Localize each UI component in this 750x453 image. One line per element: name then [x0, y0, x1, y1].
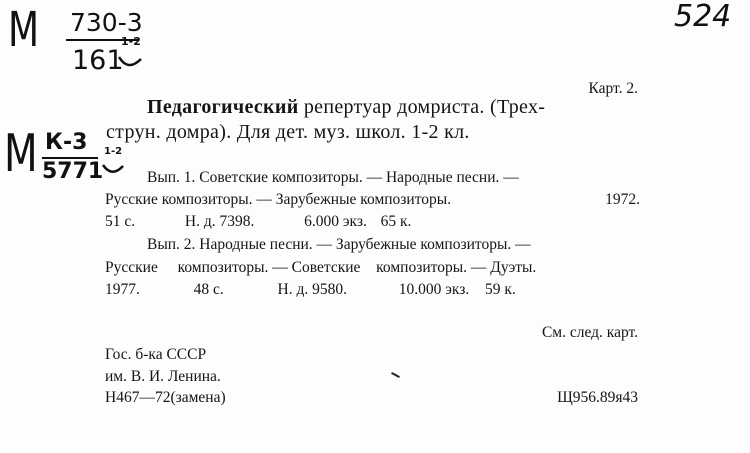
handwritten-letter-mid: М: [4, 124, 38, 184]
vol2-line-2: [105, 259, 536, 277]
see-next-card: См. след. карт.: [541, 324, 638, 341]
handwritten-hook-mid: [100, 162, 126, 178]
card-label: Карт. 2.: [588, 80, 638, 97]
vol2-duets: композиторы. — Дуэты.: [376, 259, 537, 276]
vol1-composers: Русские композиторы. — Зарубежные композиторы.: [105, 191, 452, 208]
handwritten-card-number: 524: [674, 0, 732, 34]
handwritten-numerator-top: 730-3: [70, 8, 143, 37]
handwritten-hook-top: [116, 54, 144, 72]
title-line-2: струн. домра). Для дет. муз. школ. 1-2 кл.: [106, 121, 470, 143]
vol1-line-3: [105, 213, 411, 231]
vol2-line-1: Вып. 2. Народные песни. — Зарубежные композиторы. —: [147, 236, 531, 253]
vol1-price: 65 к.: [380, 213, 412, 230]
handwritten-superscript-top: 1-2: [121, 35, 141, 48]
ink-speck: [391, 372, 400, 378]
vol1-nd: Н. д. 7398.: [184, 213, 255, 230]
vol2-year: 1977.: [105, 281, 140, 298]
vol1-line-2: [105, 191, 640, 209]
title-line-1: [147, 96, 545, 119]
vol2-pages: 48 с.: [193, 281, 224, 298]
title-rest: репертуар домриста. (Трех-: [303, 96, 546, 118]
handwritten-numerator-mid: К-3: [45, 130, 88, 155]
vol1-pages: 51 с.: [105, 213, 136, 230]
vol1-line-1: Вып. 1. Советские композиторы. — Народные песни. —: [147, 169, 519, 186]
library-line-2: им. В. И. Ленина.: [105, 368, 221, 385]
handwritten-superscript-mid: 1-2: [104, 146, 123, 157]
vol1-copies: 6.000 экз.: [304, 213, 367, 230]
vol1-year: 1972.: [605, 191, 640, 208]
library-line-1: Гос. б-ка СССР: [105, 346, 207, 363]
catalog-code: Щ956.89я43: [557, 389, 638, 406]
vol2-line-3: [105, 281, 516, 299]
handwritten-denominator-mid: 5771: [42, 159, 104, 184]
handwritten-denominator-top: 161: [72, 45, 124, 76]
vol2-copies: 10.000 экз.: [398, 281, 470, 298]
vol2-soviet: композиторы. — Советские: [177, 259, 361, 276]
vol2-russian: Русские: [105, 259, 158, 276]
library-line-3: Н467—72(замена): [105, 389, 226, 406]
vol2-nd: Н. д. 9580.: [277, 281, 347, 298]
handwritten-letter-top: М: [8, 2, 40, 58]
title-bold-word: Педагогический: [147, 96, 299, 118]
vol2-price: 59 к.: [484, 281, 516, 298]
